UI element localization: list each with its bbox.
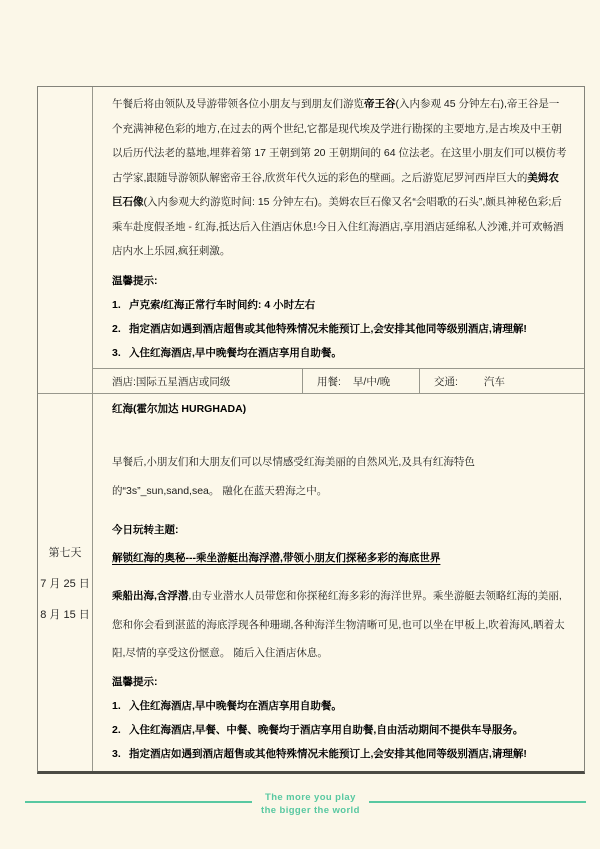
day7-paragraph-1 (112, 448, 569, 506)
day7-destination-title: 红海(霍尔加达 HURGHADA) (112, 403, 247, 415)
tip-text: 入住红海酒店,早中晚餐均在酒店享用自助餐。 (129, 346, 342, 359)
day7-paragraph-2 (112, 582, 569, 668)
day6-tip-2 (112, 317, 569, 341)
day6-paragraph (112, 92, 569, 264)
meals-label: 用餐: (317, 375, 341, 388)
tip-text: 卢克索/红海正常行车时间约: 4 小时左右 (129, 298, 316, 311)
hotel-cell (93, 369, 303, 393)
day6-date-cell (38, 87, 93, 393)
day7-day-number: 第七天 (48, 546, 82, 559)
tip-number: 3. (112, 346, 121, 359)
tip-number: 3. (112, 747, 121, 760)
day7-row (38, 393, 584, 771)
tip-number: 1. (112, 699, 121, 712)
footer-divider-right (369, 801, 586, 803)
transport-value: 汽车 (483, 375, 505, 388)
day6-tip-1 (112, 293, 569, 317)
boat-trip-highlight: 乘船出海,含浮潜 (112, 590, 189, 602)
day6-row (38, 87, 584, 393)
day7-date-cell (38, 394, 93, 771)
day7-tip-3 (112, 742, 569, 766)
day6-para-tail: (入内参观大约游览时间: 15 分钟左右)。美姆农巨石像又名“会唱歌的石头”,颇具神秘色彩;后乘车赴度假圣地 - 红海,抵达后入住酒店休息!今日入住红海酒店,享用酒店延绵私人沙滩,并可欢畅酒店内水上乐园,疯狂刺激。 (112, 196, 564, 257)
hotel-value: 酒店:国际五星酒店或同级 (112, 375, 231, 388)
kings-valley-highlight: 帝王谷 (364, 98, 396, 110)
day7-tip-1 (112, 694, 569, 718)
day7-tips-title: 温馨提示: (112, 675, 158, 688)
memnon-highlight: 美姆农巨石像 (112, 171, 559, 208)
footer-divider-left (25, 801, 252, 803)
tip-number: 2. (112, 723, 121, 736)
day6-tips (112, 269, 569, 365)
day7-theme-label: 今日玩转主题: (112, 524, 179, 536)
day6-tips-title: 温馨提示: (112, 274, 158, 287)
day6-para-mid: (入内参观 45 分钟左右),帝王谷是一个充满神秘色彩的地方,在过去的两个世纪,它都是现代埃及学进行勘探的主要地方,是古埃及中王朝以后历代法老的墓地,埋葬着第 17 王朝到第 20 王朝期间的 64 位法老。在这里小朋友们可以模仿考古学家,跟随导游领队解密帝王谷,欣赏年代久远的彩色的壁画。之后游览尼罗河西岸巨大的 (112, 98, 567, 184)
tip-number: 1. (112, 298, 121, 311)
tip-text: 指定酒店如遇到酒店超售或其他特殊情况未能预订上,会安排其他同等级别酒店,请理解! (129, 747, 527, 760)
day6-tip-3 (112, 341, 569, 365)
day7-tips (112, 670, 569, 766)
day7-para1-text: 早餐后,小朋友们和大朋友们可以尽情感受红海美丽的自然风光,及具有红海特色的“3s”_sun,sand,sea。 融化在蓝天碧海之中。 (112, 456, 475, 497)
tip-text: 入住红海酒店,早餐、中餐、晚餐均于酒店享用自助餐,自由活动期间不提供车导服务。 (129, 723, 524, 736)
day7-date-2: 8 月 15 日 (40, 608, 90, 621)
transport-label: 交通: (434, 375, 458, 388)
day7-description (93, 394, 584, 771)
day7-para2-rest: ,由专业潜水人员带您和你探秘红海多彩的海洋世界。乘坐游艇去领略红海的美丽,您和你会看到湛蓝的海底浮现各种珊瑚,各种海洋生物清晰可见,也可以坐在甲板上,吹着海风,晒着太阳,尽情的享受这份惬意。 随后入住酒店休息。 (112, 590, 565, 659)
day7-tip-2 (112, 718, 569, 742)
footer (0, 791, 600, 817)
day6-description (93, 87, 584, 368)
day6-content-wrap (93, 87, 584, 393)
tip-text: 指定酒店如遇到酒店超售或其他特殊情况未能预订上,会安排其他同等级别酒店,请理解! (129, 322, 527, 335)
day7-theme-text: 解锁红海的奥秘---乘坐游艇出海浮潜,带领小朋友们探秘多彩的海底世界 (112, 552, 441, 564)
itinerary-table (37, 86, 585, 774)
meals-value: 早/中/晚 (352, 375, 391, 388)
hotel-row (93, 368, 584, 393)
day6-para-lead: 午餐后将由领队及导游带领各位小朋友与到朋友们游览 (112, 98, 364, 110)
footer-slogan-line1: The more you play (265, 792, 356, 803)
transport-cell (420, 369, 584, 393)
footer-slogan-line2: the bigger the world (261, 805, 360, 816)
meals-cell (303, 369, 420, 393)
tip-text: 入住红海酒店,早中晚餐均在酒店享用自助餐。 (129, 699, 342, 712)
day7-date-1: 7 月 25 日 (40, 577, 90, 590)
footer-slogan (252, 791, 369, 817)
tip-number: 2. (112, 322, 121, 335)
